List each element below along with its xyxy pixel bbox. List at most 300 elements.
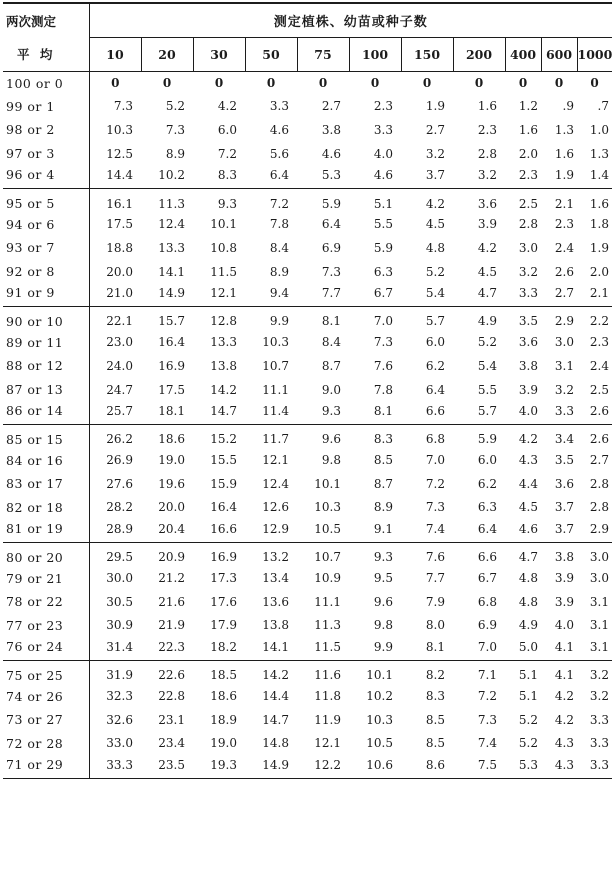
table-cell: 13.2 bbox=[262, 550, 289, 565]
table-cell: 15.9 bbox=[210, 476, 237, 491]
table-cell: 7.6 bbox=[373, 358, 393, 373]
table-cell: 0 bbox=[518, 76, 528, 91]
table-cell: 1.4 bbox=[577, 165, 612, 189]
table-cell: 14.9 bbox=[141, 283, 193, 307]
table-cell: 3.1 bbox=[577, 637, 612, 661]
table-cell: 10.7 bbox=[262, 358, 289, 373]
table-cell: 21.9 bbox=[158, 618, 185, 633]
table-row bbox=[3, 378, 612, 402]
table-cell: 3.3 bbox=[541, 401, 577, 425]
table-cell: 3.5 bbox=[554, 453, 574, 468]
table-cell: 2.0 bbox=[518, 146, 538, 161]
table-row bbox=[3, 260, 612, 284]
table-cell: 6.8 bbox=[425, 432, 445, 447]
row-label: 81 or 19 bbox=[3, 519, 89, 543]
table-cell: 19.0 bbox=[210, 736, 237, 751]
table-cell: 14.7 bbox=[193, 401, 245, 425]
row-label: 89 or 11 bbox=[3, 331, 89, 355]
table-cell: 0 bbox=[370, 76, 380, 91]
table-cell: 7.0 bbox=[373, 314, 393, 329]
table-cell: 4.2 bbox=[554, 712, 574, 727]
table-cell: 19.6 bbox=[158, 476, 185, 491]
table-cell: 7.4 bbox=[401, 519, 453, 543]
table-cell: 13.3 bbox=[210, 335, 237, 350]
table-cell: 1.9 bbox=[425, 99, 445, 114]
table-cell: 5.2 bbox=[165, 99, 185, 114]
table-cell: 5.1 bbox=[518, 668, 538, 683]
table-cell: 20.0 bbox=[158, 500, 185, 515]
table-cell: 7.3 bbox=[425, 500, 445, 515]
table-cell: 22.1 bbox=[106, 314, 133, 329]
table-cell: 14.9 bbox=[245, 755, 297, 779]
table-cell: 8.4 bbox=[321, 335, 341, 350]
table-cell: 4.9 bbox=[518, 618, 538, 633]
column-header: 100 bbox=[349, 37, 401, 71]
table-cell: 4.1 bbox=[554, 668, 574, 683]
table-cell: 2.8 bbox=[477, 146, 497, 161]
table-cell: 13.8 bbox=[262, 618, 289, 633]
table-cell: 3.7 bbox=[541, 519, 577, 543]
row-label: 97 or 3 bbox=[3, 142, 89, 166]
row-label: 100 or 0 bbox=[3, 71, 89, 95]
table-cell: 5.0 bbox=[505, 637, 541, 661]
table-cell: 27.6 bbox=[106, 476, 133, 491]
table-cell: 4.2 bbox=[425, 196, 445, 211]
table-cell: 6.6 bbox=[477, 550, 497, 565]
table-cell: 20.4 bbox=[141, 519, 193, 543]
table-row bbox=[3, 449, 612, 473]
table-cell: 4.8 bbox=[518, 571, 538, 586]
table-cell: 16.9 bbox=[158, 358, 185, 373]
table-cell: 2.3 bbox=[477, 122, 497, 137]
table-cell: 9.9 bbox=[349, 637, 401, 661]
table-cell: 2.7 bbox=[425, 122, 445, 137]
table-cell: 4.7 bbox=[453, 283, 505, 307]
table-cell: 17.5 bbox=[106, 217, 133, 232]
table-cell: 9.4 bbox=[245, 283, 297, 307]
table-cell: 23.0 bbox=[106, 335, 133, 350]
table-cell: 12.1 bbox=[262, 453, 289, 468]
table-cell: 4.9 bbox=[477, 314, 497, 329]
table-cell: 3.7 bbox=[554, 500, 574, 515]
table-cell: 26.2 bbox=[106, 432, 133, 447]
table-cell: 0 bbox=[318, 76, 328, 91]
table-row bbox=[3, 95, 612, 119]
table-cell: 3.6 bbox=[554, 476, 574, 491]
table-cell: 10.1 bbox=[366, 668, 393, 683]
table-cell: 6.3 bbox=[373, 264, 393, 279]
table-cell: 16.4 bbox=[210, 500, 237, 515]
table-cell: 0 bbox=[266, 76, 276, 91]
table-cell: 9.6 bbox=[373, 594, 393, 609]
table-cell: 4.2 bbox=[477, 240, 497, 255]
table-cell: 8.7 bbox=[321, 358, 341, 373]
table-cell: 6.9 bbox=[477, 618, 497, 633]
table-cell: 4.0 bbox=[505, 401, 541, 425]
table-cell: 11.8 bbox=[314, 689, 341, 704]
table-cell: 4.3 bbox=[518, 453, 538, 468]
table-cell: 3.6 bbox=[518, 335, 538, 350]
table-cell: 11.3 bbox=[314, 618, 341, 633]
table-cell: 2.4 bbox=[554, 240, 574, 255]
table-cell: 7.7 bbox=[297, 283, 349, 307]
table-cell: 12.2 bbox=[297, 755, 349, 779]
table-cell: 2.5 bbox=[589, 382, 609, 397]
table-cell: 3.4 bbox=[554, 432, 574, 447]
table-cell: 28.9 bbox=[89, 519, 141, 543]
table-cell: 6.6 bbox=[401, 401, 453, 425]
table-cell: 17.9 bbox=[210, 618, 237, 633]
table-cell: 7.3 bbox=[477, 712, 497, 727]
table-cell: 28.2 bbox=[106, 500, 133, 515]
table-cell: 4.5 bbox=[518, 500, 538, 515]
table-cell: 6.0 bbox=[477, 453, 497, 468]
table-cell: 24.0 bbox=[106, 358, 133, 373]
table-cell: 5.3 bbox=[297, 165, 349, 189]
table-cell: 10.6 bbox=[349, 755, 401, 779]
table-cell: 5.1 bbox=[518, 689, 538, 704]
table-cell: 10.3 bbox=[366, 712, 393, 727]
table-cell: 10.3 bbox=[314, 500, 341, 515]
table-cell: 3.7 bbox=[401, 165, 453, 189]
row-label: 76 or 24 bbox=[3, 637, 89, 661]
table-cell: 6.7 bbox=[349, 283, 401, 307]
table-cell: 3.2 bbox=[589, 668, 609, 683]
table-cell: 2.7 bbox=[541, 283, 577, 307]
table-cell: 5.2 bbox=[477, 335, 497, 350]
table-cell: 0 bbox=[554, 76, 564, 91]
table-cell: 22.8 bbox=[158, 689, 185, 704]
table-cell: 6.9 bbox=[321, 240, 341, 255]
table-cell: 3.0 bbox=[589, 550, 609, 565]
table-cell: 6.0 bbox=[425, 335, 445, 350]
table-cell: 3.3 bbox=[505, 283, 541, 307]
table-cell: 4.0 bbox=[554, 618, 574, 633]
table-cell: 1.8 bbox=[589, 217, 609, 232]
table-cell: 5.2 bbox=[518, 712, 538, 727]
table-row bbox=[3, 661, 612, 685]
row-label: 75 or 25 bbox=[3, 661, 89, 685]
table-cell: 30.9 bbox=[106, 618, 133, 633]
table-cell: 7.2 bbox=[217, 146, 237, 161]
table-cell: 0 bbox=[214, 76, 224, 91]
table-cell: 10.2 bbox=[141, 165, 193, 189]
table-cell: 32.3 bbox=[106, 689, 133, 704]
table-cell: 6.4 bbox=[453, 519, 505, 543]
table-cell: 11.1 bbox=[314, 594, 341, 609]
table-cell: 26.9 bbox=[106, 453, 133, 468]
row-label: 77 or 23 bbox=[3, 614, 89, 638]
table-cell: 3.6 bbox=[477, 196, 497, 211]
table-cell: 9.3 bbox=[297, 401, 349, 425]
table-cell: 3.0 bbox=[518, 240, 538, 255]
table-cell: 8.9 bbox=[269, 264, 289, 279]
table-header bbox=[3, 3, 612, 71]
table-cell: 2.7 bbox=[321, 99, 341, 114]
table-cell: 9.1 bbox=[349, 519, 401, 543]
table-cell: 6.3 bbox=[477, 500, 497, 515]
table-cell: 14.4 bbox=[89, 165, 141, 189]
table-row bbox=[3, 71, 612, 95]
table-cell: 5.3 bbox=[505, 755, 541, 779]
table-cell: 2.8 bbox=[589, 476, 609, 491]
table-cell: 4.3 bbox=[541, 755, 577, 779]
table-row bbox=[3, 307, 612, 331]
table-row bbox=[3, 142, 612, 166]
table-cell: 15.5 bbox=[210, 453, 237, 468]
table-cell: 5.4 bbox=[401, 283, 453, 307]
row-label: 91 or 9 bbox=[3, 283, 89, 307]
table-cell: 7.8 bbox=[373, 382, 393, 397]
table-cell: 9.0 bbox=[321, 382, 341, 397]
table-cell: 15.2 bbox=[210, 432, 237, 447]
table-cell: 8.0 bbox=[425, 618, 445, 633]
table-cell: 2.1 bbox=[554, 196, 574, 211]
table-cell: 5.6 bbox=[269, 146, 289, 161]
table-cell: 10.5 bbox=[366, 736, 393, 751]
table-cell: 8.1 bbox=[401, 637, 453, 661]
table-row bbox=[3, 543, 612, 567]
table-cell: 20.0 bbox=[106, 264, 133, 279]
table-row bbox=[3, 732, 612, 756]
table-cell: 33.0 bbox=[106, 736, 133, 751]
table-cell: 9.9 bbox=[269, 314, 289, 329]
table-row bbox=[3, 637, 612, 661]
table-cell: 11.5 bbox=[210, 264, 237, 279]
column-header: 400 bbox=[505, 37, 541, 71]
row-label-header-bottom: 平 均 bbox=[3, 37, 89, 71]
table-cell: 21.6 bbox=[158, 594, 185, 609]
row-label: 88 or 12 bbox=[3, 354, 89, 378]
table-cell: 2.8 bbox=[518, 217, 538, 232]
table-cell: 4.0 bbox=[373, 146, 393, 161]
table-cell: 3.1 bbox=[589, 594, 609, 609]
table-cell: 24.7 bbox=[106, 382, 133, 397]
table-cell: 3.2 bbox=[518, 264, 538, 279]
table-cell: 14.7 bbox=[262, 712, 289, 727]
table-cell: 31.9 bbox=[106, 668, 133, 683]
table-cell: 1.2 bbox=[518, 99, 538, 114]
table-cell: 8.4 bbox=[269, 240, 289, 255]
table-cell: 1.9 bbox=[589, 240, 609, 255]
table-cell: 4.7 bbox=[518, 550, 538, 565]
table-cell: 4.8 bbox=[425, 240, 445, 255]
table-cell: 5.7 bbox=[453, 401, 505, 425]
table-cell: 8.3 bbox=[373, 432, 393, 447]
table-cell: 7.3 bbox=[113, 99, 133, 114]
table-cell: 10.9 bbox=[314, 571, 341, 586]
table-cell: 5.2 bbox=[425, 264, 445, 279]
table-row bbox=[3, 590, 612, 614]
table-cell: 5.9 bbox=[373, 240, 393, 255]
table-cell: 3.8 bbox=[554, 550, 574, 565]
table-row bbox=[3, 684, 612, 708]
row-label: 92 or 8 bbox=[3, 260, 89, 284]
table-cell: 10.7 bbox=[314, 550, 341, 565]
table-cell: 6.4 bbox=[425, 382, 445, 397]
table-row bbox=[3, 213, 612, 237]
table-cell: 3.2 bbox=[589, 689, 609, 704]
table-cell: 12.5 bbox=[106, 146, 133, 161]
table-row bbox=[3, 496, 612, 520]
table-cell: 10.5 bbox=[297, 519, 349, 543]
table-cell: 3.3 bbox=[589, 712, 609, 727]
table-cell: 11.5 bbox=[297, 637, 349, 661]
table-cell: 10.8 bbox=[210, 240, 237, 255]
table-cell: 17.6 bbox=[210, 594, 237, 609]
table-cell: 3.8 bbox=[518, 358, 538, 373]
table-row bbox=[3, 519, 612, 543]
column-group-title: 测定植株、幼苗或种子数 bbox=[89, 3, 612, 37]
table-cell: 3.0 bbox=[554, 335, 574, 350]
row-label: 78 or 22 bbox=[3, 590, 89, 614]
row-label: 86 or 14 bbox=[3, 401, 89, 425]
table-cell: 2.6 bbox=[589, 432, 609, 447]
table-cell: 16.1 bbox=[106, 196, 133, 211]
table-cell: 18.8 bbox=[106, 240, 133, 255]
table-cell: 2.6 bbox=[577, 401, 612, 425]
table-cell: 0 bbox=[162, 76, 172, 91]
table-cell: 23.5 bbox=[141, 755, 193, 779]
table-cell: 4.5 bbox=[477, 264, 497, 279]
table-row bbox=[3, 614, 612, 638]
row-label: 73 or 27 bbox=[3, 708, 89, 732]
table-cell: 5.2 bbox=[518, 736, 538, 751]
table-cell: 3.2 bbox=[453, 165, 505, 189]
table-row bbox=[3, 331, 612, 355]
table-row bbox=[3, 401, 612, 425]
table-cell: 1.6 bbox=[518, 122, 538, 137]
table-cell: 4.3 bbox=[554, 736, 574, 751]
table-cell: 14.1 bbox=[245, 637, 297, 661]
column-header: 1000 bbox=[577, 37, 612, 71]
table-cell: 2.3 bbox=[589, 335, 609, 350]
table-cell: 7.4 bbox=[477, 736, 497, 751]
table-cell: 4.1 bbox=[541, 637, 577, 661]
column-header: 75 bbox=[297, 37, 349, 71]
table-cell: 32.6 bbox=[106, 712, 133, 727]
table-cell: 12.8 bbox=[210, 314, 237, 329]
row-label: 71 or 29 bbox=[3, 755, 89, 779]
table-cell: 0 bbox=[111, 76, 120, 91]
table-cell: 5.4 bbox=[477, 358, 497, 373]
table-cell: 11.3 bbox=[158, 196, 185, 211]
table-cell: 5.5 bbox=[373, 217, 393, 232]
table-cell: 19.3 bbox=[193, 755, 245, 779]
table-cell: 3.3 bbox=[373, 122, 393, 137]
table-cell: 7.0 bbox=[425, 453, 445, 468]
row-label: 95 or 5 bbox=[3, 189, 89, 213]
table-cell: 14.2 bbox=[210, 382, 237, 397]
table-cell: 12.1 bbox=[314, 736, 341, 751]
table-cell: 10.1 bbox=[314, 476, 341, 491]
table-cell: 8.7 bbox=[373, 476, 393, 491]
table-cell: 3.3 bbox=[577, 755, 612, 779]
table-cell: 1.6 bbox=[554, 146, 574, 161]
row-label: 83 or 17 bbox=[3, 472, 89, 496]
row-label: 90 or 10 bbox=[3, 307, 89, 331]
table-cell: 5.5 bbox=[477, 382, 497, 397]
table-cell: 2.0 bbox=[589, 264, 609, 279]
table-cell: 11.1 bbox=[262, 382, 289, 397]
table-cell: 19.0 bbox=[158, 453, 185, 468]
table-cell: 13.6 bbox=[262, 594, 289, 609]
table-cell: 0 bbox=[590, 76, 599, 91]
table-row bbox=[3, 472, 612, 496]
table-cell: 3.0 bbox=[589, 571, 609, 586]
table-cell: 4.6 bbox=[349, 165, 401, 189]
table-cell: 10.1 bbox=[210, 217, 237, 232]
table-cell: 2.7 bbox=[589, 453, 609, 468]
table-cell: 2.2 bbox=[589, 314, 609, 329]
table-cell: 8.3 bbox=[425, 689, 445, 704]
row-label: 79 or 21 bbox=[3, 566, 89, 590]
table-cell: 1.6 bbox=[589, 196, 609, 211]
table-cell: 10.3 bbox=[262, 335, 289, 350]
table-cell: 4.2 bbox=[554, 689, 574, 704]
table-cell: 8.1 bbox=[321, 314, 341, 329]
table-cell: 8.9 bbox=[373, 500, 393, 515]
table-cell: 17.5 bbox=[158, 382, 185, 397]
table-cell: 13.3 bbox=[158, 240, 185, 255]
table-cell: 6.4 bbox=[245, 165, 297, 189]
table-cell: 9.6 bbox=[321, 432, 341, 447]
table-cell: 1.3 bbox=[554, 122, 574, 137]
table-cell: 2.3 bbox=[373, 99, 393, 114]
column-header: 150 bbox=[401, 37, 453, 71]
table-cell: 18.5 bbox=[210, 668, 237, 683]
table-cell: 29.5 bbox=[106, 550, 133, 565]
table-cell: 2.3 bbox=[554, 217, 574, 232]
table-cell: 2.9 bbox=[577, 519, 612, 543]
table-cell: 7.3 bbox=[165, 122, 185, 137]
table-cell: 12.4 bbox=[158, 217, 185, 232]
table-cell: 7.1 bbox=[477, 668, 497, 683]
table-cell: 8.5 bbox=[425, 712, 445, 727]
table-cell: 7.2 bbox=[269, 196, 289, 211]
row-label: 93 or 7 bbox=[3, 236, 89, 260]
table-row bbox=[3, 425, 612, 449]
row-label: 94 or 6 bbox=[3, 213, 89, 237]
table-cell: 9.3 bbox=[373, 550, 393, 565]
table-cell: 23.4 bbox=[158, 736, 185, 751]
table-cell: 11.9 bbox=[314, 712, 341, 727]
table-cell: 7.5 bbox=[453, 755, 505, 779]
table-cell: 4.5 bbox=[425, 217, 445, 232]
table-cell: 7.3 bbox=[373, 335, 393, 350]
table-cell: 21.2 bbox=[158, 571, 185, 586]
table-cell: 7.0 bbox=[453, 637, 505, 661]
table-cell: 13.4 bbox=[262, 571, 289, 586]
table-cell: 4.2 bbox=[518, 432, 538, 447]
table-cell: 3.9 bbox=[554, 594, 574, 609]
table-cell: 8.1 bbox=[349, 401, 401, 425]
row-label-header-top: 两次测定 bbox=[3, 3, 89, 37]
table-cell: 7.7 bbox=[425, 571, 445, 586]
table-cell: 11.7 bbox=[262, 432, 289, 447]
table-cell: 2.1 bbox=[577, 283, 612, 307]
table-cell: 5.1 bbox=[373, 196, 393, 211]
table-cell: 30.5 bbox=[106, 594, 133, 609]
table-cell: 31.4 bbox=[89, 637, 141, 661]
table-body bbox=[3, 71, 612, 779]
table-cell: 8.3 bbox=[193, 165, 245, 189]
table-cell: 8.5 bbox=[373, 453, 393, 468]
table-cell: 3.9 bbox=[554, 571, 574, 586]
table-cell: 1.6 bbox=[477, 99, 497, 114]
table-row bbox=[3, 165, 612, 189]
table-cell: 18.6 bbox=[158, 432, 185, 447]
